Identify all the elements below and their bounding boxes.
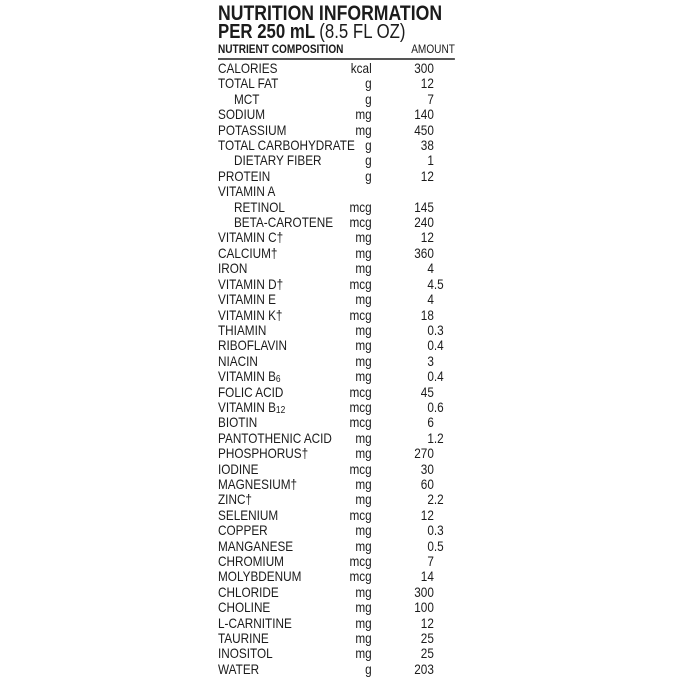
nutrient-amount-frac: [434, 646, 455, 661]
table-row: [218, 230, 455, 245]
nutrient-label: ZINC†: [218, 491, 252, 508]
nutrient-unit: mcg: [349, 214, 372, 231]
nutrient-label: TOTAL CARBOHYDRATE: [218, 137, 355, 154]
table-row: [218, 153, 455, 168]
nutrient-amount-frac: .4: [433, 368, 444, 385]
nutrient-amount-int: 2: [427, 491, 434, 508]
table-row: [218, 76, 455, 91]
table-row: [218, 508, 455, 523]
nutrient-unit: mg: [355, 106, 372, 123]
nutrient-amount-int: 12: [420, 75, 434, 92]
nutrient-unit: mcg: [349, 275, 372, 292]
nutrient-amount-int: 4: [427, 275, 434, 292]
nutrient-amount-frac: [434, 616, 455, 631]
nutrient-unit: mcg: [349, 506, 372, 523]
nutrient-amount-frac: [434, 230, 455, 245]
nutrient-amount-int: 0: [427, 368, 434, 385]
nutrient-unit: g: [365, 167, 372, 184]
nutrient-amount-int: 18: [420, 306, 434, 323]
nutrient-label: MOLYBDENUM: [218, 568, 302, 585]
nutrient-label: IRON: [218, 260, 248, 277]
nutrient-amount-int: 30: [420, 460, 434, 477]
nutrient-amount-frac: .2: [433, 429, 444, 446]
nutrient-amount-int: 240: [414, 214, 434, 231]
table-row: [218, 569, 455, 584]
nutrient-unit: mg: [355, 537, 372, 554]
nutrient-amount-int: 6: [427, 414, 434, 431]
nutrient-label: VITAMIN K†: [218, 306, 283, 323]
nutrient-amount-frac: [434, 508, 455, 523]
nutrient-amount-int: 4: [427, 291, 434, 308]
nutrient-label: L-CARNITINE: [218, 614, 292, 631]
nutrient-amount-frac: [434, 76, 455, 91]
nutrient-amount-int: 60: [420, 475, 434, 492]
nutrient-unit: mg: [355, 475, 372, 492]
nutrient-label: CHLORIDE: [218, 583, 279, 600]
nutrient-label: VITAMIN $B_6$: [218, 368, 281, 386]
nutrient-label: SODIUM: [218, 106, 266, 123]
nutrient-amount-frac: [434, 554, 455, 569]
nutrient-amount-int: 12: [420, 506, 434, 523]
nutrient-label: VITAMIN D†: [218, 275, 284, 292]
nutrient-unit: mg: [355, 260, 372, 277]
nutrient-amount-int: 0: [427, 537, 434, 554]
nutrient-unit: mg: [355, 583, 372, 600]
nutrient-amount-frac: [434, 446, 455, 461]
nutrient-label: PANTOTHENIC ACID: [218, 429, 332, 446]
table-row: [218, 354, 455, 369]
nutrient-amount-int: 300: [414, 583, 434, 600]
nutrient-label: POTASSIUM: [218, 121, 287, 138]
nutrient-amount-int: 25: [420, 645, 434, 662]
table-row: [218, 462, 455, 477]
nutrient-amount-frac: [434, 138, 455, 153]
nutrient-unit: mg: [355, 645, 372, 662]
table-row: [218, 138, 455, 153]
panel-title: NUTRITION INFORMATION: [218, 2, 443, 25]
nutrient-amount-int: 360: [414, 244, 434, 261]
nutrient-amount-frac: [434, 662, 455, 677]
nutrient-label: VITAMIN $B_{12}$: [218, 398, 286, 416]
table-row: [218, 662, 455, 677]
nutrient-amount-int: 4: [427, 260, 434, 277]
nutrient-label: COPPER: [218, 522, 268, 539]
nutrient-unit: mg: [355, 522, 372, 539]
table-row: [218, 400, 455, 415]
nutrient-amount-frac: .3: [433, 522, 444, 539]
nutrient-unit: g: [365, 660, 372, 677]
nutrient-amount-frac: [434, 308, 455, 323]
nutrient-unit: mcg: [349, 383, 372, 400]
nutrient-amount-frac: [434, 107, 455, 122]
nutrient-unit: mg: [355, 491, 372, 508]
table-header-row: [218, 43, 455, 60]
nutrient-unit: mg: [355, 337, 372, 354]
serving-size: PER 250 mL: [218, 21, 316, 43]
nutrient-amount-int: 12: [420, 614, 434, 631]
nutrient-amount-frac: [434, 292, 455, 307]
nutrient-amount-frac: [434, 61, 455, 76]
table-row: [218, 600, 455, 615]
table-row: [218, 631, 455, 646]
nutrient-unit: mg: [355, 291, 372, 308]
nutrient-amount-int: 7: [427, 553, 434, 569]
nutrient-amount-frac: [434, 415, 455, 430]
nutrient-amount-int: 12: [420, 167, 434, 184]
table-row: [218, 308, 455, 323]
nutrient-unit: g: [365, 75, 372, 92]
table-row: [218, 277, 455, 292]
table-row: [218, 246, 455, 261]
table-row: [218, 415, 455, 430]
table-row: [218, 107, 455, 122]
nutrient-amount-int: 140: [414, 106, 434, 123]
nutrient-amount-frac: [434, 477, 455, 492]
nutrient-label: FOLIC ACID: [218, 383, 284, 400]
table-row: [218, 646, 455, 661]
table-row: [218, 385, 455, 400]
table-row: [218, 539, 455, 554]
nutrient-table: [218, 61, 455, 677]
nutrient-label: WATER: [218, 660, 260, 677]
nutrient-unit: mg: [355, 445, 372, 462]
nutrient-amount-int: 450: [414, 121, 434, 138]
nutrient-amount-int: 300: [414, 60, 434, 76]
nutrient-unit: g: [365, 152, 372, 169]
nutrient-label: MANGANESE: [218, 537, 294, 554]
nutrient-amount-frac: [434, 631, 455, 646]
nutrient-amount-frac: .4: [433, 337, 444, 354]
table-row: [218, 369, 455, 384]
table-row: [218, 261, 455, 276]
nutrient-amount-int: 1: [427, 429, 434, 446]
nutrient-label: CALCIUM†: [218, 244, 278, 261]
table-row: [218, 123, 455, 138]
nutrient-label: VITAMIN C†: [218, 229, 284, 246]
column-header-nutrient: NUTRIENT COMPOSITION: [218, 42, 344, 56]
nutrient-amount-frac: .2: [433, 491, 444, 508]
nutrient-amount-int: 0: [427, 522, 434, 539]
nutrient-amount-frac: [434, 585, 455, 600]
nutrient-amount-frac: [434, 385, 455, 400]
table-row: [218, 431, 455, 446]
table-row: [218, 323, 455, 338]
nutrient-unit: mcg: [349, 198, 372, 215]
nutrient-amount-frac: .3: [433, 321, 444, 338]
nutrient-amount-int: 45: [420, 383, 434, 400]
column-header-amount: AMOUNT: [411, 42, 455, 56]
nutrient-amount-int: 14: [420, 568, 434, 585]
nutrient-label: RETINOL: [233, 198, 285, 215]
nutrient-label: PHOSPHORUS†: [218, 445, 309, 462]
nutrient-amount-int: 7: [427, 90, 434, 107]
nutrient-amount-frac: [434, 184, 455, 199]
table-row: [218, 169, 455, 184]
nutrient-unit: mcg: [349, 398, 372, 415]
nutrient-unit: kcal: [350, 60, 372, 76]
nutrient-amount-int: 0: [427, 398, 434, 415]
table-row: [218, 585, 455, 600]
nutrient-unit: [338, 184, 372, 199]
nutrient-label: RIBOFLAVIN: [218, 337, 288, 354]
table-row: [218, 492, 455, 507]
nutrient-label: INOSITOL: [218, 645, 273, 662]
nutrient-label: CHOLINE: [218, 599, 271, 616]
table-row: [218, 523, 455, 538]
nutrient-amount-frac: [434, 92, 455, 107]
nutrient-unit: mg: [355, 429, 372, 446]
nutrient-label: CALORIES: [218, 60, 278, 76]
nutrient-label: MAGNESIUM†: [218, 475, 298, 492]
nutrient-amount-int: [372, 184, 434, 199]
nutrient-amount-frac: [434, 354, 455, 369]
nutrient-label: THIAMIN: [218, 321, 267, 338]
nutrient-unit: mg: [355, 352, 372, 369]
nutrient-unit: mg: [355, 321, 372, 338]
nutrient-unit: mcg: [349, 553, 372, 569]
table-row: [218, 616, 455, 631]
nutrient-unit: g: [365, 137, 372, 154]
serving-size-fl-oz: (8.5 FL OZ): [319, 21, 406, 43]
nutrient-unit: mcg: [349, 414, 372, 431]
nutrient-label: MCT: [233, 90, 260, 107]
nutrient-amount-int: 25: [420, 630, 434, 647]
table-row: [218, 554, 455, 569]
nutrient-amount-int: 0: [427, 321, 434, 338]
nutrient-amount-frac: .5: [433, 275, 444, 292]
nutrient-amount-frac: .6: [433, 398, 444, 415]
panel-subtitle: [218, 23, 455, 42]
nutrient-unit: mg: [355, 121, 372, 138]
nutrient-label: SELENIUM: [218, 506, 279, 523]
table-row: [218, 92, 455, 107]
table-row: [218, 338, 455, 353]
table-row: [218, 184, 455, 199]
nutrient-label: DIETARY FIBER: [233, 152, 322, 169]
nutrient-label: NIACIN: [218, 352, 258, 369]
nutrient-label: BETA-CAROTENE: [233, 214, 334, 231]
nutrient-amount-frac: [434, 462, 455, 477]
table-row: [218, 215, 455, 230]
nutrient-label: TAURINE: [218, 630, 269, 647]
nutrient-label: VITAMIN A: [218, 183, 276, 200]
nutrient-amount-frac: [434, 200, 455, 215]
nutrient-amount-int: 145: [414, 198, 434, 215]
nutrient-amount-int: 3: [427, 352, 434, 369]
nutrient-amount-frac: .5: [433, 537, 444, 554]
table-row: [218, 477, 455, 492]
nutrient-unit: mcg: [349, 306, 372, 323]
nutrient-label: IODINE: [218, 460, 259, 477]
nutrient-amount-int: 12: [420, 229, 434, 246]
nutrient-amount-frac: [434, 215, 455, 230]
nutrient-label: VITAMIN E: [218, 291, 276, 308]
nutrient-amount-int: 1: [427, 152, 434, 169]
nutrient-unit: mg: [355, 229, 372, 246]
nutrient-amount-int: 270: [414, 445, 434, 462]
nutrient-label: PROTEIN: [218, 167, 271, 184]
nutrient-amount-int: 0: [427, 337, 434, 354]
nutrient-unit: mcg: [349, 568, 372, 585]
nutrition-panel: [218, 4, 455, 677]
nutrient-amount-frac: [434, 261, 455, 276]
table-row: [218, 446, 455, 461]
nutrient-amount-int: 38: [420, 137, 434, 154]
nutrient-unit: g: [365, 90, 372, 107]
nutrient-unit: mg: [355, 630, 372, 647]
nutrient-amount-frac: [434, 169, 455, 184]
nutrient-unit: mg: [355, 599, 372, 616]
nutrient-amount-frac: [434, 569, 455, 584]
nutrient-amount-frac: [434, 123, 455, 138]
nutrient-label: BIOTIN: [218, 414, 258, 431]
table-row: [218, 61, 455, 76]
nutrient-amount-frac: [434, 600, 455, 615]
nutrient-label: CHROMIUM: [218, 553, 284, 569]
nutrient-unit: mcg: [349, 460, 372, 477]
table-row: [218, 292, 455, 307]
nutrient-unit: mg: [355, 244, 372, 261]
nutrient-label: TOTAL FAT: [218, 75, 279, 92]
nutrient-unit: mg: [355, 368, 372, 385]
nutrient-unit: mg: [355, 614, 372, 631]
table-row: [218, 200, 455, 215]
nutrient-amount-int: 100: [414, 599, 434, 616]
nutrient-amount-frac: [434, 246, 455, 261]
nutrient-amount-int: 203: [414, 660, 434, 677]
nutrient-amount-frac: [434, 153, 455, 168]
